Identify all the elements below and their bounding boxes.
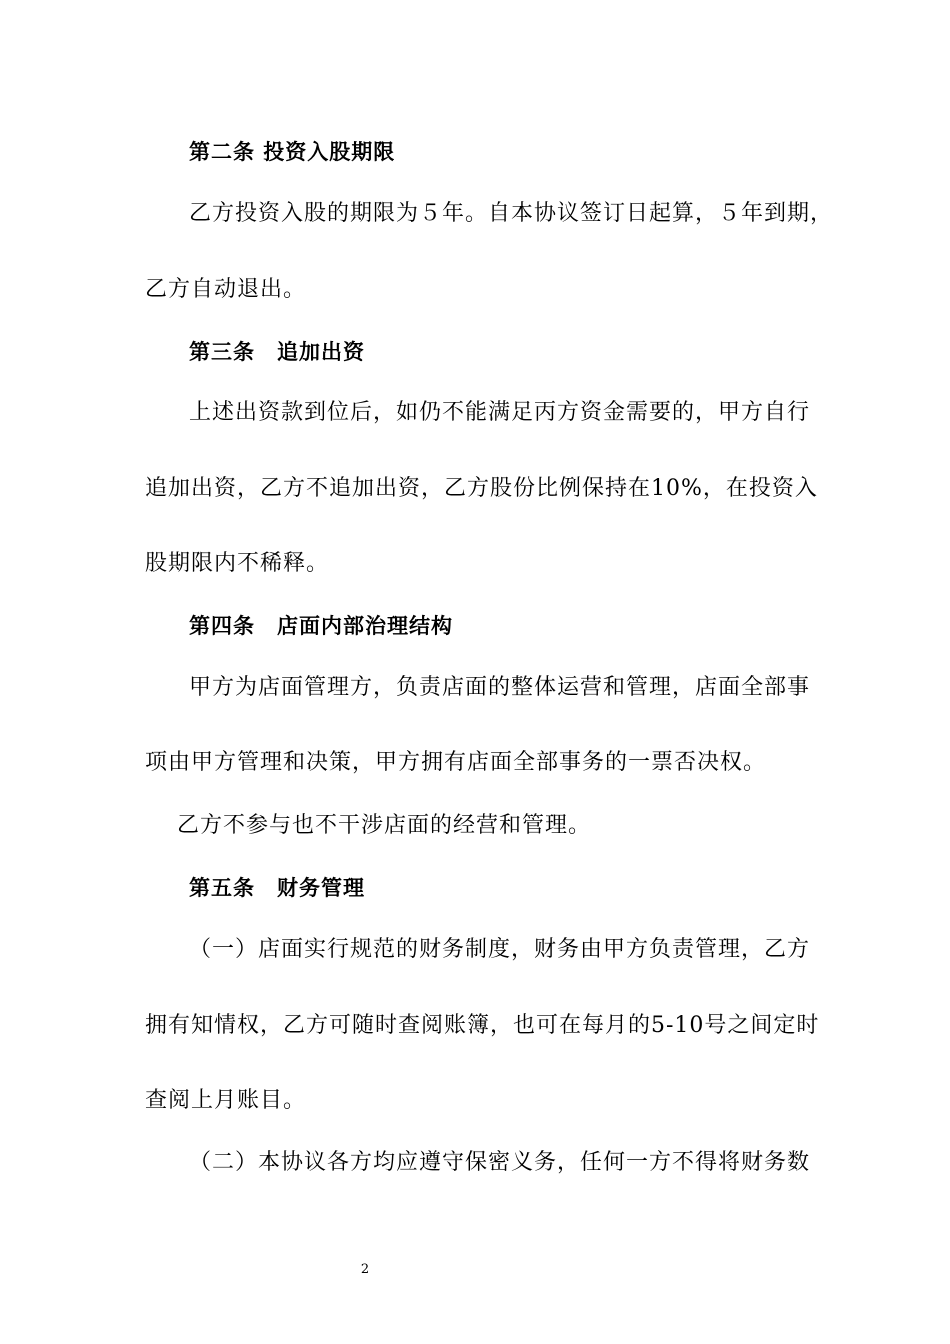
article-2-paragraph-line-1: 乙方投资入股的期限为５年。自本协议签订日起算，５年到期，: [189, 201, 834, 226]
article-2-heading: 第二条 投资入股期限: [189, 140, 396, 164]
article-3-paragraph-line-1: 上述出资款到位后，如仍不能满足丙方资金需要的，甲方自行: [189, 400, 811, 425]
article-3-heading: 第三条 追加出资: [189, 340, 365, 364]
article-5-clause-1-line-3: 查阅上月账目。: [145, 1088, 307, 1113]
article-3-paragraph-line-3: 股期限内不稀释。: [145, 551, 330, 576]
article-4-heading: 第四条 店面内部治理结构: [189, 614, 453, 638]
article-5-clause-1-line-1: （一）店面实行规范的财务制度，财务由甲方负责管理，乙方: [189, 937, 811, 962]
article-2-paragraph-line-2: 乙方自动退出。: [145, 277, 307, 302]
article-5-heading: 第五条 财务管理: [189, 876, 365, 900]
article-5-clause-1-line-2: 拥有知情权，乙方可随时查阅账簿，也可在每月的5-10号之间定时: [145, 1013, 820, 1038]
article-3-paragraph-line-2: 追加出资，乙方不追加出资，乙方股份比例保持在10%，在投资入: [145, 476, 818, 501]
page-number: 2: [360, 1262, 370, 1277]
article-4-paragraph-line-3: 乙方不参与也不干涉店面的经营和管理。: [177, 813, 592, 838]
article-4-paragraph-line-1: 甲方为店面管理方，负责店面的整体运营和管理，店面全部事: [189, 675, 811, 700]
article-4-paragraph-line-2: 项由甲方管理和决策，甲方拥有店面全部事务的一票否决权。: [145, 750, 767, 775]
article-5-clause-2-line-1: （二）本协议各方均应遵守保密义务，任何一方不得将财务数: [189, 1150, 811, 1175]
